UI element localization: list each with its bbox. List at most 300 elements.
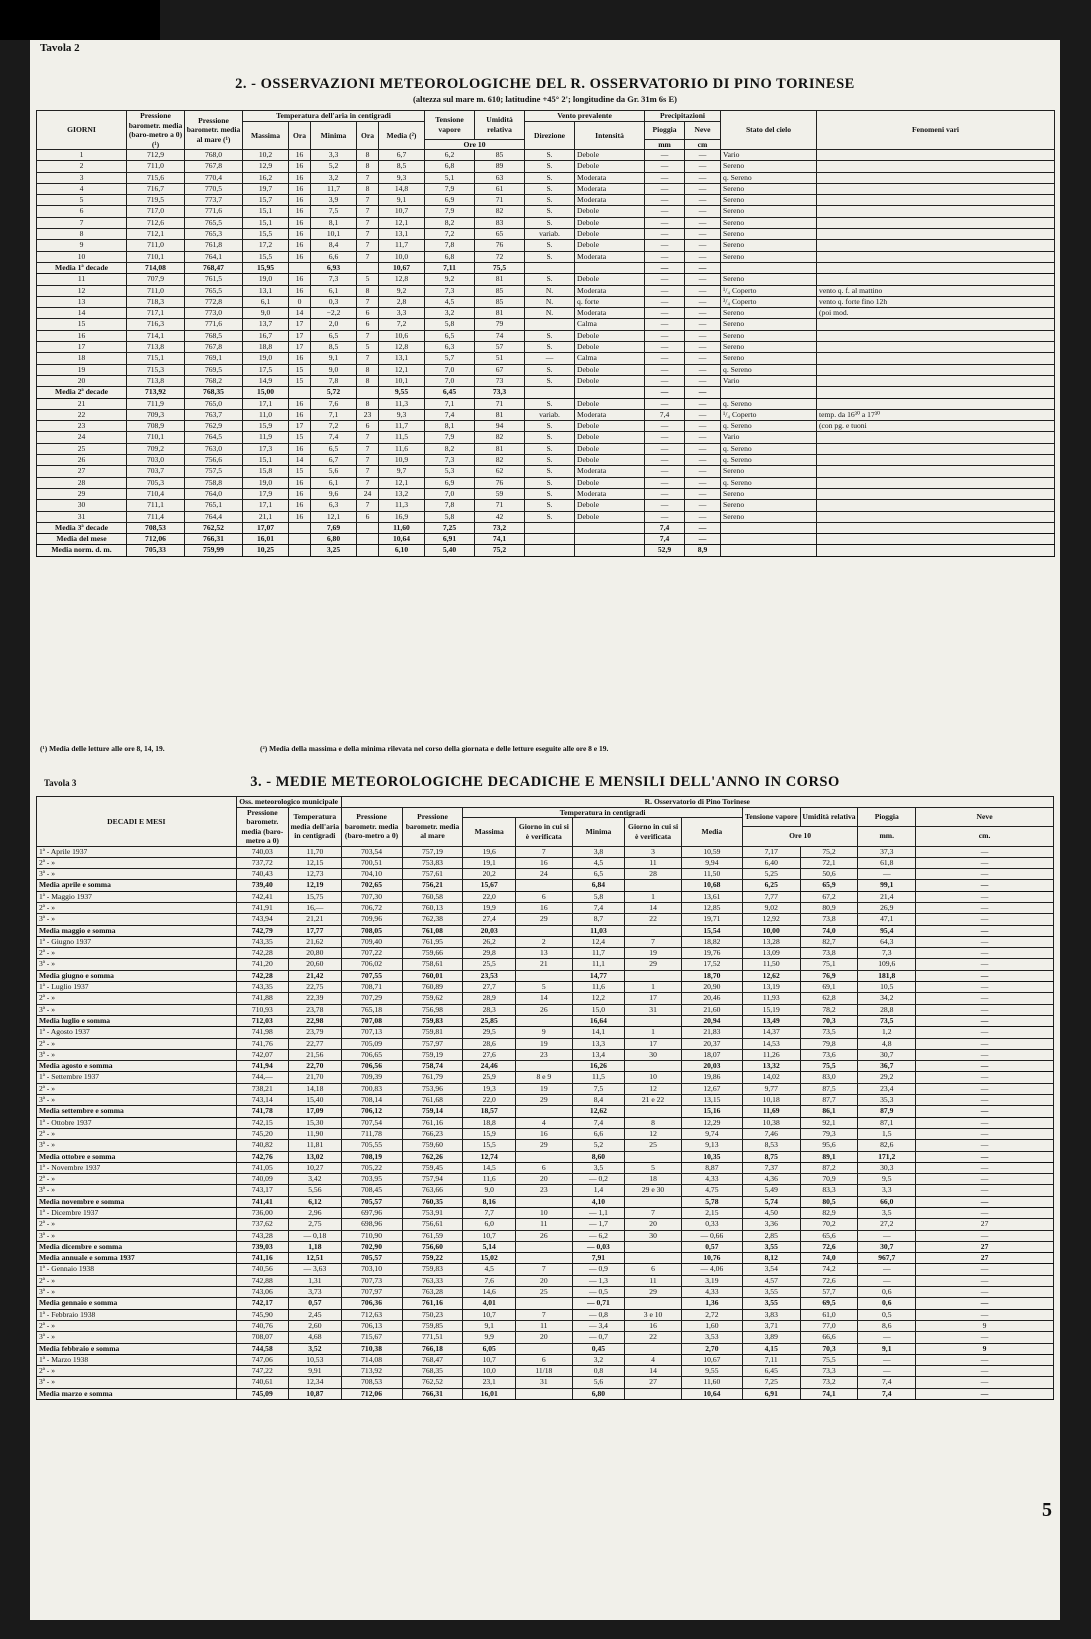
- cell-mx: 16,01: [463, 1388, 516, 1399]
- cell-fv: [817, 229, 1055, 240]
- cell-mn: 7,91: [572, 1253, 625, 1264]
- cell-omx: 16: [289, 206, 311, 217]
- cell-gmn: 12: [625, 1083, 682, 1094]
- cell-tv: 7,4: [425, 409, 475, 420]
- table-row: [37, 1309, 1054, 1320]
- cell-pg: —: [858, 1264, 916, 1275]
- cell-mn: 7,5: [572, 1083, 625, 1094]
- cell-ur: 73,3: [475, 387, 525, 398]
- cell-mn: 6,6: [572, 1128, 625, 1139]
- cell-ur: 42: [475, 511, 525, 522]
- cell-nv: —: [916, 1083, 1054, 1094]
- cell-dir: S.: [525, 342, 575, 353]
- cell-mx: 15,1: [243, 206, 289, 217]
- cell-omx: 16: [289, 217, 311, 228]
- cell-nv: —: [916, 1117, 1054, 1128]
- cell-mx: 19,7: [243, 183, 289, 194]
- table-row: [37, 1083, 1054, 1094]
- cell-omn: 24: [357, 488, 379, 499]
- plate3-label: Tavola 3: [44, 778, 77, 788]
- cell-pg: —: [645, 217, 685, 228]
- cell-ur: 74: [475, 330, 525, 341]
- cell-pg: —: [645, 183, 685, 194]
- cell-ur: 79,8: [800, 1038, 858, 1049]
- cell-b: 1,31: [289, 1275, 342, 1286]
- table-row: [37, 409, 1055, 420]
- table2-observations: [36, 110, 1055, 557]
- cell-mn: 8,4: [572, 1095, 625, 1106]
- cell-pb: 703,7: [127, 466, 185, 477]
- cell-omx: 16: [289, 409, 311, 420]
- cell-tv: 8,1: [425, 421, 475, 432]
- cell-mn: 6,93: [311, 262, 357, 273]
- cell-pb: 709,3: [127, 409, 185, 420]
- cell-pm: 763,0: [185, 443, 243, 454]
- cell-fv: [817, 195, 1055, 206]
- cell-st: [721, 387, 817, 398]
- cell-d: 3ª - »: [37, 1004, 237, 1015]
- table-row: [37, 251, 1055, 262]
- cell-b: 0,57: [289, 1298, 342, 1309]
- cell-omn: 8: [357, 375, 379, 386]
- cell-mn: 5,2: [572, 1140, 625, 1151]
- table-row: [37, 488, 1055, 499]
- cell-ur: 85: [475, 150, 525, 161]
- cell-g: 14: [37, 308, 127, 319]
- cell-omx: 16: [289, 285, 311, 296]
- cell-pm: 765,0: [185, 398, 243, 409]
- cell-g: 3: [37, 172, 127, 183]
- cell-gmx: 8 e 9: [515, 1072, 572, 1083]
- cell-omx: 16: [289, 274, 311, 285]
- cell-b: — 3,63: [289, 1264, 342, 1275]
- cell-mn: 3,2: [572, 1354, 625, 1365]
- cell-g: 8: [37, 229, 127, 240]
- cell-ur: 72: [475, 251, 525, 262]
- unit-cm: cm.: [916, 826, 1054, 846]
- table-row: [37, 1219, 1054, 1230]
- cell-a: 747,22: [236, 1366, 289, 1377]
- cell-mx: 8,16: [463, 1196, 516, 1207]
- cell-pb: 711,0: [127, 285, 185, 296]
- cell-b: 4,68: [289, 1332, 342, 1343]
- cell-c: 708,19: [341, 1151, 402, 1162]
- cell-d: 2ª - »: [37, 1219, 237, 1230]
- cell-pm: 761,5: [185, 274, 243, 285]
- table-row: [37, 925, 1054, 936]
- cell-a: 742,88: [236, 1275, 289, 1286]
- cell-b: 22,75: [289, 982, 342, 993]
- cell-d: 1ª - Ottobre 1937: [37, 1117, 237, 1128]
- cell-a: 710,93: [236, 1004, 289, 1015]
- cell-mx: 19,9: [463, 902, 516, 913]
- cell-pg: 7,4: [645, 409, 685, 420]
- cell-mn: 8,7: [572, 914, 625, 925]
- cell-md: 13,2: [379, 488, 425, 499]
- cell-gmn: 3 e 10: [625, 1309, 682, 1320]
- cell-e: 756,21: [402, 880, 463, 891]
- cell-nv: —: [916, 1106, 1054, 1117]
- cell-d: 2ª - »: [37, 1128, 237, 1139]
- cell-pb: 710,1: [127, 251, 185, 262]
- cell-c: 709,39: [341, 1072, 402, 1083]
- cell-e: 766,23: [402, 1128, 463, 1139]
- cell-omx: 17: [289, 342, 311, 353]
- cell-b: 23,78: [289, 1004, 342, 1015]
- cell-mx: 9,0: [463, 1185, 516, 1196]
- cell-gmn: [625, 880, 682, 891]
- cell-b: 12,73: [289, 869, 342, 880]
- cell-pg: 7,4: [645, 522, 685, 533]
- cell-int: Moderata: [575, 285, 645, 296]
- cell-tv: 5,40: [425, 545, 475, 556]
- table-row: [37, 274, 1055, 285]
- cell-md: 11,6: [379, 443, 425, 454]
- cell-d: 3ª - »: [37, 1377, 237, 1388]
- cell-ur: 63: [475, 172, 525, 183]
- cell-nv: —: [685, 150, 721, 161]
- cell-st: Sereno: [721, 488, 817, 499]
- cell-b: 10,27: [289, 1162, 342, 1173]
- cell-g: Media 2ª decade: [37, 387, 127, 398]
- cell-st: q. Sereno: [721, 455, 817, 466]
- cell-nv: —: [685, 409, 721, 420]
- cell-mx: 25,85: [463, 1015, 516, 1026]
- cell-md: 19,76: [681, 948, 742, 959]
- cell-st: q. Sereno: [721, 398, 817, 409]
- cell-tv: 5,8: [425, 511, 475, 522]
- cell-md: 0,57: [681, 1241, 742, 1252]
- cell-g: 1: [37, 150, 127, 161]
- cell-md: 12,85: [681, 902, 742, 913]
- cell-e: 759,83: [402, 1015, 463, 1026]
- cell-e: 761,16: [402, 1117, 463, 1128]
- cell-gmn: [625, 1253, 682, 1264]
- cell-gmx: 19: [515, 1038, 572, 1049]
- cell-gmx: 16: [515, 1128, 572, 1139]
- cell-pm: 768,35: [185, 387, 243, 398]
- cell-e: 759,62: [402, 993, 463, 1004]
- cell-pm: 769,1: [185, 353, 243, 364]
- cell-ur: 70,3: [800, 1343, 858, 1354]
- cell-a: 743,35: [236, 936, 289, 947]
- cell-e: 761,95: [402, 936, 463, 947]
- cell-omn: [357, 387, 379, 398]
- cell-pm: 764,5: [185, 432, 243, 443]
- cell-gmn: 29: [625, 959, 682, 970]
- cell-mn: −2,2: [311, 308, 357, 319]
- cell-ur: 74,0: [800, 925, 858, 936]
- cell-mn: 11,03: [572, 925, 625, 936]
- cell-mx: 28,3: [463, 1004, 516, 1015]
- cell-fv: [817, 466, 1055, 477]
- cell-int: Debole: [575, 274, 645, 285]
- cell-pb: 714,1: [127, 330, 185, 341]
- table-row: [37, 1061, 1054, 1072]
- cell-gmx: [515, 1343, 572, 1354]
- cell-g: 13: [37, 296, 127, 307]
- cell-mn: — 3,4: [572, 1320, 625, 1331]
- cell-pg: 99,1: [858, 880, 916, 891]
- cell-pg: —: [645, 229, 685, 240]
- cell-tv: 4,57: [742, 1275, 800, 1286]
- cell-pg: —: [645, 274, 685, 285]
- cell-d: Media maggio e somma: [37, 925, 237, 936]
- cell-omn: 7: [357, 251, 379, 262]
- cell-c: 710,90: [341, 1230, 402, 1241]
- cell-st: Sereno: [721, 183, 817, 194]
- cell-ur: 73: [475, 375, 525, 386]
- cell-nv: —: [916, 1287, 1054, 1298]
- cell-omx: 16: [289, 161, 311, 172]
- cell-e: 759,22: [402, 1253, 463, 1264]
- cell-b: 1,18: [289, 1241, 342, 1252]
- cell-gmn: 8: [625, 1117, 682, 1128]
- cell-fv: vento q. f. al mattino: [817, 285, 1055, 296]
- cell-fv: [817, 217, 1055, 228]
- cell-gmn: 22: [625, 914, 682, 925]
- cell-b: 21,21: [289, 914, 342, 925]
- cell-a: 712,03: [236, 1015, 289, 1026]
- cell-dir: N.: [525, 285, 575, 296]
- cell-mn: 11,7: [572, 948, 625, 959]
- col-pioggia: Pioggia: [645, 121, 685, 139]
- cell-omx: 17: [289, 330, 311, 341]
- cell-ur: 61: [475, 183, 525, 194]
- cell-mn: 7,3: [311, 274, 357, 285]
- cell-gmn: 14: [625, 1366, 682, 1377]
- cell-tv: 3,55: [742, 1298, 800, 1309]
- cell-nv: —: [916, 1038, 1054, 1049]
- cell-omx: [289, 262, 311, 273]
- cell-mn: 11,5: [572, 1072, 625, 1083]
- cell-nv: —: [685, 296, 721, 307]
- cell-md: 15,54: [681, 925, 742, 936]
- table-row: [37, 183, 1055, 194]
- cell-c: 705,09: [341, 1038, 402, 1049]
- cell-a: 740,43: [236, 869, 289, 880]
- cell-c: 705,57: [341, 1196, 402, 1207]
- cell-md: 10,76: [681, 1253, 742, 1264]
- cell-b: 2,45: [289, 1309, 342, 1320]
- cell-a: 736,00: [236, 1208, 289, 1219]
- cell-pg: —: [645, 477, 685, 488]
- col-temp-centigradi: Temperatura in centigradi: [463, 807, 742, 818]
- cell-d: Media ottobre e somma: [37, 1151, 237, 1162]
- cell-int: Debole: [575, 477, 645, 488]
- cell-omx: 16: [289, 511, 311, 522]
- cell-c: 703,95: [341, 1174, 402, 1185]
- cell-md: 12,8: [379, 342, 425, 353]
- table-row: [37, 466, 1055, 477]
- cell-gmn: 19: [625, 948, 682, 959]
- cell-omn: 6: [357, 421, 379, 432]
- cell-omn: [357, 545, 379, 556]
- cell-gmx: 11: [515, 1219, 572, 1230]
- cell-md: 20,90: [681, 982, 742, 993]
- table-row: [37, 1027, 1054, 1038]
- cell-tv: 12,62: [742, 970, 800, 981]
- cell-nv: —: [916, 1185, 1054, 1196]
- cell-pg: 73,5: [858, 1015, 916, 1026]
- cell-omx: 16: [289, 488, 311, 499]
- table-row: [37, 1343, 1054, 1354]
- cell-mx: 18,8: [463, 1117, 516, 1128]
- cell-omn: 7: [357, 353, 379, 364]
- cell-pg: 26,9: [858, 902, 916, 913]
- cell-gmn: [625, 1298, 682, 1309]
- cell-gmn: 17: [625, 1038, 682, 1049]
- cell-pb: 717,0: [127, 206, 185, 217]
- cell-md: 1,60: [681, 1320, 742, 1331]
- cell-ur: 67: [475, 364, 525, 375]
- cell-pg: 28,8: [858, 1004, 916, 1015]
- cell-tv: 5,7: [425, 353, 475, 364]
- cell-gmn: 22: [625, 1332, 682, 1343]
- cell-c: 706,13: [341, 1320, 402, 1331]
- cell-mn: 12,1: [311, 511, 357, 522]
- cell-nv: 9: [916, 1320, 1054, 1331]
- cell-st: Sereno: [721, 195, 817, 206]
- cell-c: 712,63: [341, 1309, 402, 1320]
- cell-c: 705,57: [341, 1253, 402, 1264]
- cell-d: 2ª - »: [37, 1174, 237, 1185]
- table-row: [37, 1117, 1054, 1128]
- col-temp-mun: Temperatura media dell'aria in centigradi: [289, 807, 342, 846]
- cell-tv: 5,8: [425, 319, 475, 330]
- cell-omn: 8: [357, 150, 379, 161]
- cell-dir: S.: [525, 455, 575, 466]
- cell-nv: —: [916, 1015, 1054, 1026]
- cell-tv: 6,45: [425, 387, 475, 398]
- cell-mn: — 0,2: [572, 1174, 625, 1185]
- cell-e: 756,60: [402, 1241, 463, 1252]
- cell-c: 702,90: [341, 1241, 402, 1252]
- cell-b: 21,70: [289, 1072, 342, 1083]
- cell-pb: 715,6: [127, 172, 185, 183]
- cell-a: 740,76: [236, 1320, 289, 1331]
- cell-omx: 16: [289, 353, 311, 364]
- cell-c: 707,22: [341, 948, 402, 959]
- cell-a: 740,03: [236, 846, 289, 857]
- cell-a: 740,56: [236, 1264, 289, 1275]
- cell-d: 2ª - »: [37, 1275, 237, 1286]
- table-row: [37, 936, 1054, 947]
- cell-fv: [817, 398, 1055, 409]
- cell-b: 20,80: [289, 948, 342, 959]
- col-vento: Vento prevalente: [525, 111, 645, 122]
- cell-e: 759,85: [402, 1320, 463, 1331]
- cell-tv: 7,46: [742, 1128, 800, 1139]
- cell-int: Moderata: [575, 488, 645, 499]
- cell-tv: 7,17: [742, 846, 800, 857]
- cell-gmn: [625, 1106, 682, 1117]
- cell-c: 708,45: [341, 1185, 402, 1196]
- cell-pg: —: [645, 319, 685, 330]
- table-row: [37, 330, 1055, 341]
- cell-nv: 27: [916, 1241, 1054, 1252]
- cell-int: [575, 522, 645, 533]
- cell-nv: —: [685, 229, 721, 240]
- cell-nv: —: [685, 251, 721, 262]
- cell-pm: 764,0: [185, 488, 243, 499]
- cell-pb: 718,3: [127, 296, 185, 307]
- cell-pm: 762,9: [185, 421, 243, 432]
- cell-c: 697,96: [341, 1208, 402, 1219]
- cell-dir: S.: [525, 206, 575, 217]
- cell-nv: —: [685, 240, 721, 251]
- cell-g: 20: [37, 375, 127, 386]
- cell-md: 11,3: [379, 500, 425, 511]
- cell-e: 762,52: [402, 1377, 463, 1388]
- col-ora-min: Ora: [357, 121, 379, 150]
- cell-mn: 7,1: [311, 409, 357, 420]
- cell-pg: 87,1: [858, 1117, 916, 1128]
- cell-pg: 30,7: [858, 1241, 916, 1252]
- cell-e: 760,89: [402, 982, 463, 993]
- cell-tv: 11,50: [742, 959, 800, 970]
- cell-mn: 6,80: [311, 534, 357, 545]
- cell-ur: 74,1: [800, 1388, 858, 1399]
- cell-d: 2ª - »: [37, 1038, 237, 1049]
- cell-tv: 7,37: [742, 1162, 800, 1173]
- cell-e: 763,33: [402, 1275, 463, 1286]
- cell-md: 21,60: [681, 1004, 742, 1015]
- cell-pg: 1,5: [858, 1128, 916, 1139]
- table3-decadic-means: [36, 796, 1054, 1400]
- cell-md: 9,7: [379, 466, 425, 477]
- cell-nv: —: [916, 959, 1054, 970]
- cell-omn: 7: [357, 500, 379, 511]
- cell-mx: 28,6: [463, 1038, 516, 1049]
- cell-mx: 15,5: [243, 251, 289, 262]
- cell-ur: 77,0: [800, 1320, 858, 1331]
- cell-int: Debole: [575, 421, 645, 432]
- cell-e: 762,38: [402, 914, 463, 925]
- cell-gmn: 1: [625, 982, 682, 993]
- cell-dir: S.: [525, 432, 575, 443]
- cell-mn: 13,3: [572, 1038, 625, 1049]
- cell-md: 12,67: [681, 1083, 742, 1094]
- table-row: [37, 161, 1055, 172]
- cell-g: 6: [37, 206, 127, 217]
- cell-pb: 707,9: [127, 274, 185, 285]
- cell-nv: —: [916, 1162, 1054, 1173]
- cell-omn: 6: [357, 511, 379, 522]
- cell-tv: 3,55: [742, 1287, 800, 1298]
- cell-dir: S.: [525, 466, 575, 477]
- cell-nv: —: [685, 421, 721, 432]
- cell-mx: 17,3: [243, 443, 289, 454]
- cell-md: 12,8: [379, 274, 425, 285]
- cell-tv: 10,00: [742, 925, 800, 936]
- cell-pb: 703,0: [127, 455, 185, 466]
- cell-fv: [817, 443, 1055, 454]
- cell-nv: —: [685, 500, 721, 511]
- cell-tv: 3,55: [742, 1241, 800, 1252]
- cell-g: 29: [37, 488, 127, 499]
- cell-gmx: [515, 1196, 572, 1207]
- cell-nv: —: [916, 857, 1054, 868]
- cell-pg: 10,5: [858, 982, 916, 993]
- cell-st: [721, 262, 817, 273]
- cell-nv: —: [685, 161, 721, 172]
- cell-omn: [357, 534, 379, 545]
- table-row: [37, 477, 1055, 488]
- cell-mx: 9,1: [463, 1320, 516, 1331]
- cell-md: 10,9: [379, 455, 425, 466]
- cell-pm: 763,7: [185, 409, 243, 420]
